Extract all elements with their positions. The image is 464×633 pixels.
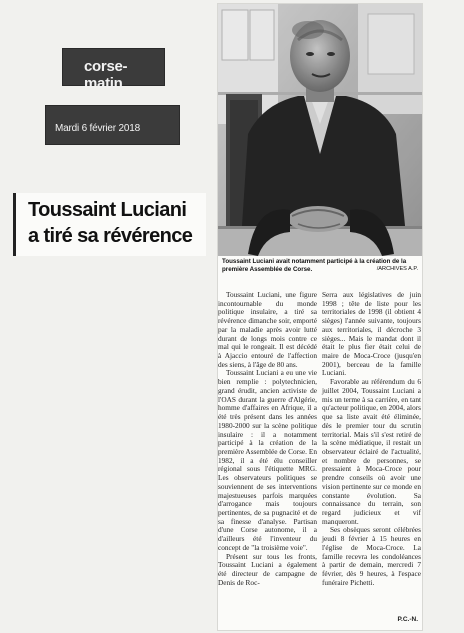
portrait-illustration <box>218 4 422 256</box>
headline-line-2: a tiré sa révérence <box>28 225 193 247</box>
caption-text: Toussaint Luciani avait notamment participé à la création de la première Assemblée de Corse. <box>222 258 407 273</box>
publication-date: Mardi 6 février 2018 <box>55 123 140 134</box>
article-paragraph: Ses obsèques seront célébrées jeudi 8 février à 15 heures en l'église de Moca-Croce. La famille recevra les condoléances à partir de demain, mercredi 7 février, dès 9 heures, à l'espace funéraire Pichetti. <box>322 525 421 587</box>
article-paragraph: Favorable au référendum du 6 juillet 2004, Toussaint Luciani a mis un terme à sa carrière, en tant qu'acteur politique, en 2004, alors que sa liste avait été éliminée, dès le premier tour du scrutin territorial. Mais s'il s'est retiré de la scène médiatique, il restait un observateur éclairé de l'actualité, et nombre de personnes, se pressaient à Moca-Croce pour prendre conseils où avoir une vision pertinente sur ce monde en constante évolution. Sa connaissance du terrain, son regard judicieux et vif manqueront. <box>322 377 421 526</box>
headline-clipping <box>13 193 206 256</box>
source-label-strip <box>62 48 165 92</box>
photo-credit: /ARCHIVES A.P. <box>376 265 418 272</box>
article-column <box>218 4 422 630</box>
article-paragraph: Toussaint Luciani a eu une vie bien remplie : polytechnicien, grand érudit, ancien activiste de l'OAS durant la guerre d'Algérie, homme d'affaires en Afrique, il a été très présent dans les années 1980-2000 sur la scène politique insulaire : il a notamment participé à la création de la première Assemblée de Corse. En 1982, il a été élu conseiller régional sous l'étiquette MRG. Les observateurs politiques se souviennent de ses interventions majestueuses parfois marquées d'arrogance mais toujours pertinentes, de sa pugnacité et de sa finesse d'analyse. Partisan d'une Corse autonome, il a d'ailleurs été l'inventeur du concept de "la troisième voie". <box>218 368 317 552</box>
portrait-photo <box>218 4 422 256</box>
article-text-right <box>322 291 421 587</box>
headline-line-1: Toussaint Luciani <box>28 199 187 221</box>
article-paragraph: Toussaint Luciani, une figure incontournable du monde politique insulaire, a tiré sa révérence dimanche soir, emporté par la maladie après avoir lutté durant de longs mois contre ce mal qui le rongeait. Il est décédé à Ajaccio entouré de l'affection des siens, à l'âge de 80 ans. <box>218 290 317 369</box>
publication-name: corse-matin <box>84 58 128 92</box>
photo-caption <box>222 258 418 273</box>
article-paragraph: Serra aux législatives de juin 1998 ; tête de liste pour les territoriales de 1998 (il obtient 4 sièges) l'année suivante, toujours aux territoriales, il décroche 3 sièges... Mais le mandat dont il était le plus fier était celui de maire de Moca-Croce (jusqu'en 2001), berceau de la famille Luciani. <box>322 290 421 378</box>
date-label-strip <box>45 105 180 145</box>
article-text-left <box>218 291 317 587</box>
author-signature: P.C.-N. <box>397 616 418 623</box>
article-paragraph: Présent sur tous les fronts, Toussaint Luciani a également été directeur de campagne de Denis de Roc- <box>218 551 317 587</box>
